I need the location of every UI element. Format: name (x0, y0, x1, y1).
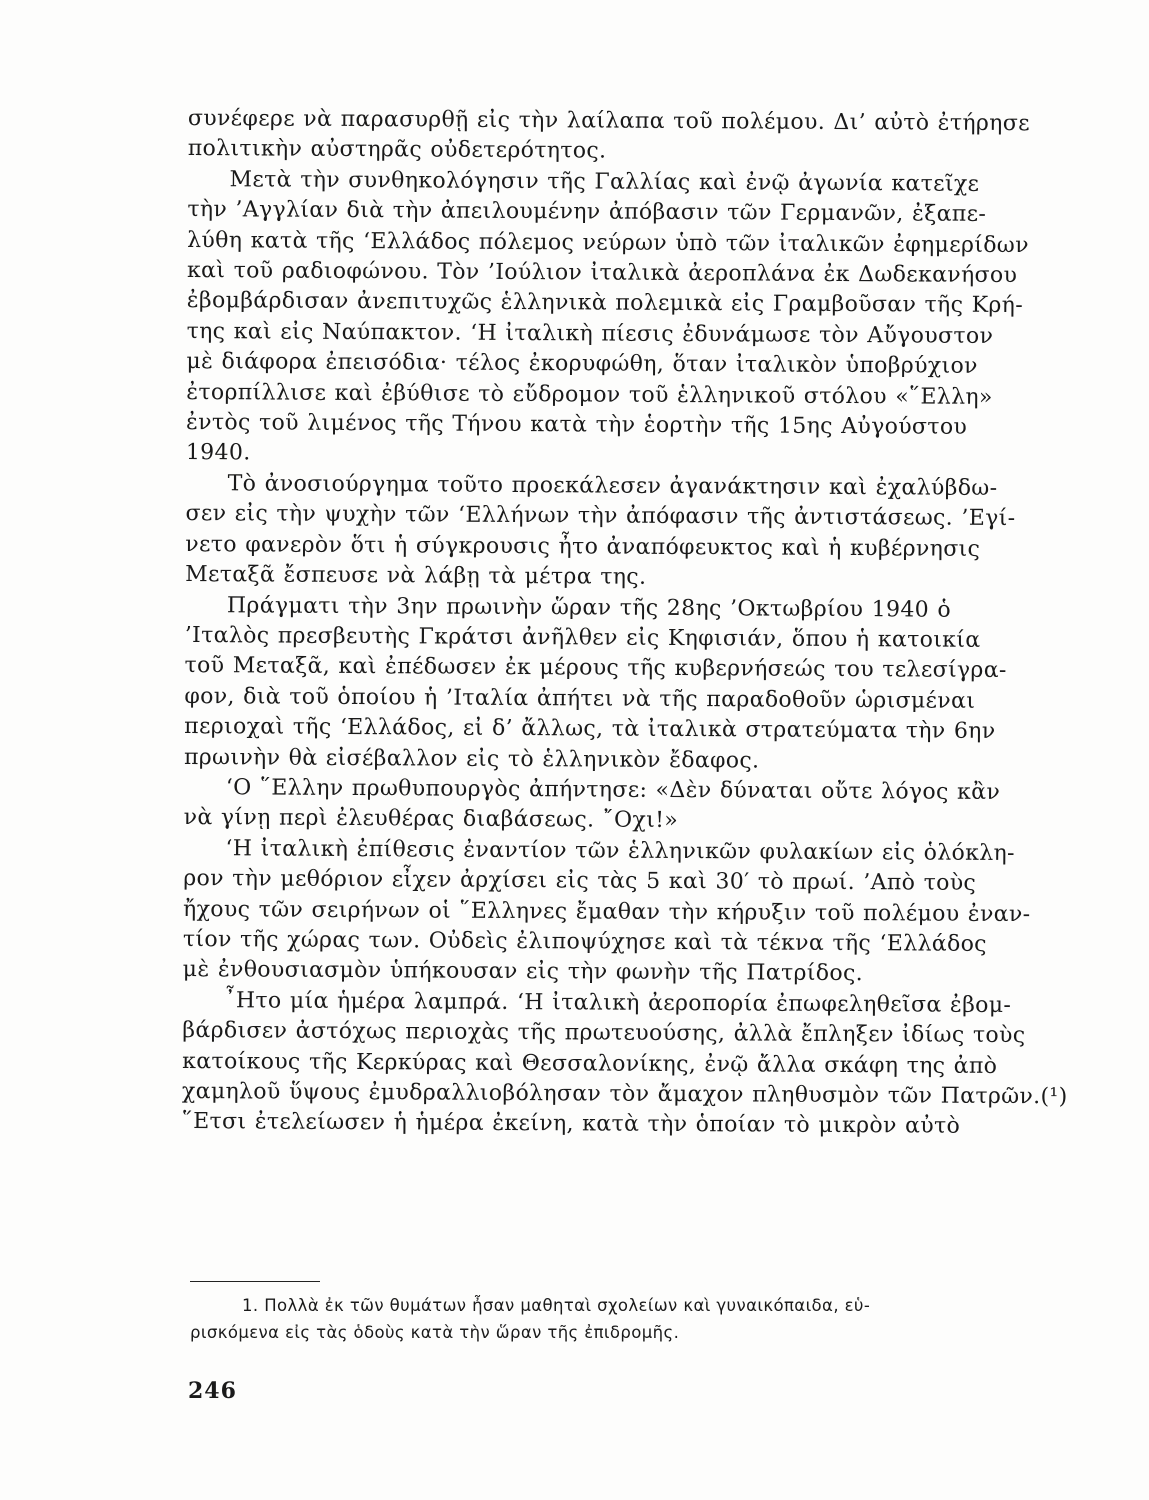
text-line: χαμηλοῦ ὕψους ἐμυδραλλιοβόλησαν τὸν ἄμαχον πληθυσμὸν τῶν Πατρῶν.(¹) (181, 1078, 1068, 1110)
footnote-divider (190, 1281, 320, 1282)
text-line: τίον τῆς χώρας των. Οὐδεὶς ἐλιποψύχησε καὶ τὰ τέκνα τῆς ‘Ελλάδος (182, 926, 987, 957)
text-line: ρον τὴν μεθόριον εἶχεν ἀρχίσει εἰς τὰς 5 καὶ 30′ τὸ πρωί. ’Απὸ τοὺς (183, 866, 977, 896)
footnote-line: ρισκόμενα εἰς τὰς ὁδοὺς κατὰ τὴν ὥραν τῆς ἐπιδρομῆς. (190, 1323, 680, 1342)
text-line: νὰ γίνῃ περὶ ἐλευθέρας διαβάσεως. ῎Οχι!» (183, 805, 679, 834)
text-line: ἐβομβάρδισαν ἀνεπιτυχῶς ἑλληνικὰ πολεμικὰ εἰς Γραμβοῦσαν τῆς Κρή- (186, 288, 1024, 319)
text-line: μὲ διάφορα ἐπεισόδια· τέλος ἐκορυφώθη, ὅταν ἰταλικὸν ὑποβρύχιον (186, 349, 978, 380)
text-line: ‘Ο ῞Ελλην πρωθυπουργὸς ἀπήντησε: «Δὲν δύναται οὔτε λόγος κἂν (225, 775, 1001, 805)
text-line: συνέφερε νὰ παρασυρθῇ εἰς τὴν λαίλαπα τοῦ πολέμου. Δι’ αὐτὸ ἐτήρησε (187, 105, 1030, 137)
text-line: τὴν ’Αγγλίαν διὰ τὴν ἀπειλουμένην ἀπόβασιν τῶν Γερμανῶν, ἐξαπε- (187, 197, 987, 228)
text-line: τοῦ Μεταξᾶ, καὶ ἐπέδωσεν ἐκ μέρους τῆς κυβερνήσεώς του τελεσίγρα- (184, 653, 1007, 684)
text-line: ἤχους τῶν σειρήνων οἱ ῞Ελληνες ἔμαθαν τὴν κήρυξιν τοῦ πολέμου ἐναν- (183, 896, 1031, 927)
text-line: ’Ιταλὸς πρεσβευτὴς Γκράτσι ἀνῆλθεν εἰς Κηφισιάν, ὅπου ἡ κατοικία (184, 622, 981, 653)
text-line: κατοίκους τῆς Κερκύρας καὶ Θεσσαλονίκης, ἐνῷ ἄλλα σκάφη της ἀπὸ (182, 1048, 998, 1079)
text-line: ἐτορπίλλισε καὶ ἐβύθισε τὸ εὔδρομον τοῦ ἑλληνικοῦ στόλου «῞Ελλη» (186, 379, 993, 410)
text-line: σεν εἰς τὴν ψυχὴν τῶν ‘Ελλήνων τὴν ἀπόφασιν τῆς ἀντιστάσεως. ’Εγί- (185, 501, 1016, 532)
footnote-line: 1. Πολλὰ ἐκ τῶν θυμάτων ἦσαν μαθηταὶ σχολείων καὶ γυναικόπαιδα, εὑ- (242, 1296, 871, 1315)
text-line: ‘Η ἰταλικὴ ἐπίθεσις ἐναντίον τῶν ἑλληνικῶν φυλακίων εἰς ὁλόκλη- (225, 835, 1015, 866)
footnote (190, 1292, 1050, 1346)
text-line: περιοχαὶ τῆς ‘Ελλάδος, εἰ δ’ ἄλλως, τὰ ἰταλικὰ στρατεύματα τὴν 6ην (184, 714, 996, 745)
text-line: Πράγματι τὴν 3ην πρωινὴν ὥραν τῆς 28ης ’Οκτωβρίου 1940 ὁ (226, 592, 952, 623)
text-line: ῞Ετσι ἐτελείωσεν ἡ ἡμέρα ἐκείνη, κατὰ τὴν ὁποίαν τὸ μικρὸν αὐτὸ (181, 1109, 961, 1140)
page-number: 246 (188, 1378, 237, 1404)
text-line: πρωινὴν θὰ εἰσέβαλλον εἰς τὸ ἑλληνικὸν ἔδαφος. (183, 744, 760, 774)
text-line: Μετὰ τὴν συνθηκολόγησιν τῆς Γαλλίας καὶ ἐνῷ ἀγωνία κατεῖχε (229, 167, 980, 197)
text-line: ἐντὸς τοῦ λιμένος τῆς Τήνου κατὰ τὴν ἑορτὴν τῆς 15ης Αὐγούστου (185, 410, 968, 440)
text-line: Τὸ ἀνοσιούργημα τοῦτο προεκάλεσεν ἀγανάκτησιν καὶ ἐχαλύβδω- (227, 471, 998, 501)
body-text (181, 104, 1068, 1143)
text-line: της καὶ εἰς Ναύπακτον. ‘Η ἰταλικὴ πίεσις ἐδυνάμωσε τὸν Αὔγουστον (186, 318, 994, 349)
text-line: καὶ τοῦ ραδιοφώνου. Τὸν ’Ιούλιον ἰταλικὰ ἀεροπλάνα ἐκ Δωδεκανήσου (186, 258, 1018, 289)
text-line: πολιτικὴν αὐστηρᾶς οὐδετερότητος. (187, 136, 607, 164)
text-line: ῏Ητο μία ἡμέρα λαμπρά. ‘Η ἰταλικὴ ἀεροπορία ἐπωφεληθεῖσα ἐβομ- (224, 988, 1012, 1018)
text-line: βάρδισεν ἀστόχως περιοχὰς τῆς πρωτευούσης, ἀλλὰ ἔπληξεν ἰδίως τοὺς (182, 1018, 1026, 1049)
text-line: Μεταξᾶ ἔσπευσε νὰ λάβῃ τὰ μέτρα της. (185, 562, 647, 590)
text-line: 1940. (185, 440, 251, 466)
text-line: λύθη κατὰ τῆς ‘Ελλάδος πόλεμος νεύρων ὑπὸ τῶν ἰταλικῶν ἐφημερίδων (187, 227, 1029, 258)
text-line: μὲ ἐνθουσιασμὸν ὑπήκουσαν εἰς τὴν φωνὴν τῆς Πατρίδος. (182, 957, 864, 987)
text-line: φον, διὰ τοῦ ὁποίου ἡ ’Ιταλία ἀπήτει νὰ τῆς παραδοθοῦν ὡρισμέναι (184, 683, 976, 714)
text-line: νετο φανερὸν ὅτι ἡ σύγκρουσις ἦτο ἀναπόφευκτος καὶ ἡ κυβέρνησις (185, 531, 981, 562)
